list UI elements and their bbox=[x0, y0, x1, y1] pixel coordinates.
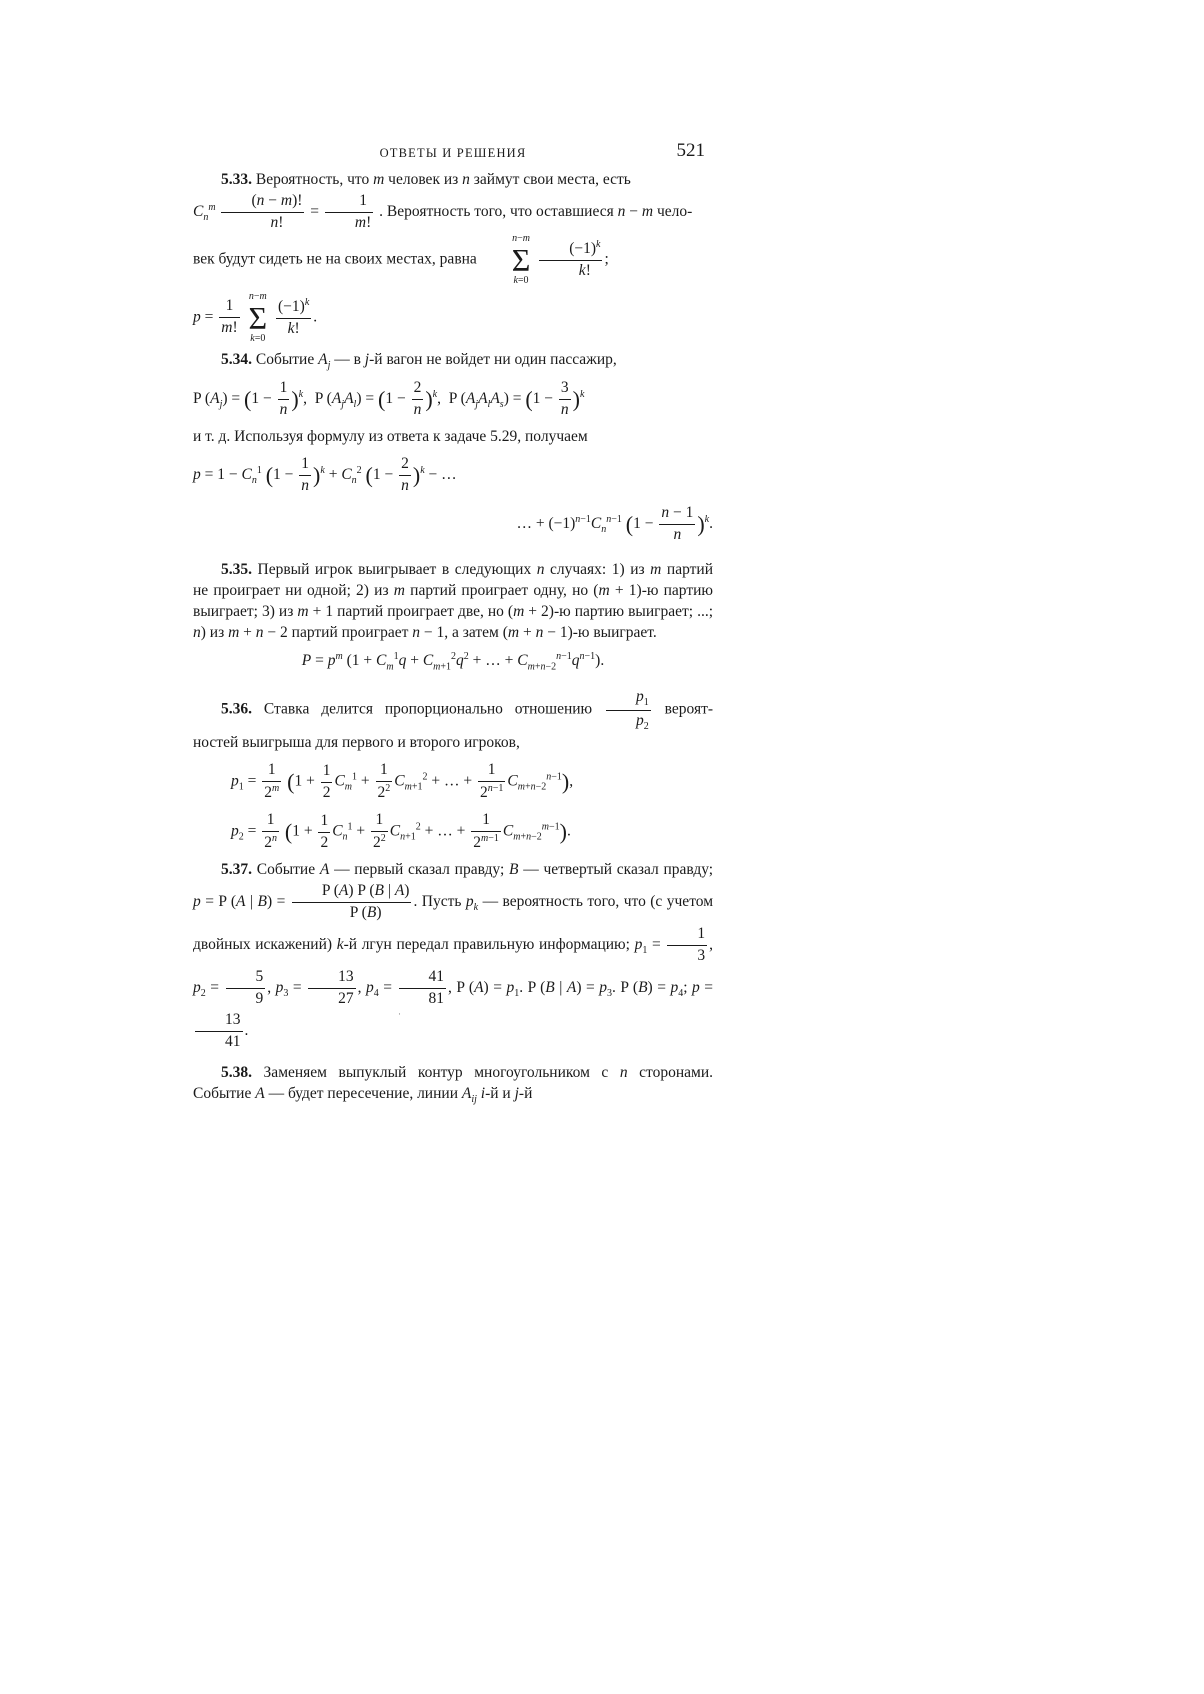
formula-P-5-35: $P = p^m$ ($1 + C_m^1q + C_{m+1}^2q^2$ + … + $C_{m+n-2}^{n-1}q^{n-1}$). bbox=[301, 650, 605, 672]
formula-p2: $p_2$ = $\frac{1}{2^n}$ (1 + $\frac{1}{2}$ $C_n^1$ + $\frac{1}{2^2}$ $C_{n+1}^2$ + … + $\frac{1}{2^{m-1}}$ $C_{m+n-2}^{m-1}$). bbox=[193, 810, 713, 854]
answer-5-34: 5.34. Событие $A_j$ — в j-й вагон не войдет ни один пассажир, bbox=[221, 350, 617, 371]
formula-fraction: $\frac{P (A) P (B | A)}{P (B)}$ bbox=[292, 881, 412, 924]
scan-speck: · bbox=[398, 1009, 401, 1019]
summation-sign: n−m Σ k=0 bbox=[511, 232, 531, 286]
formula-p-5-33: p = $\frac{1}{m!}$ n−m Σ k=0 $\frac{(-1)^k}{k!}$ . bbox=[193, 290, 318, 344]
running-title: ОТВЕТЫ И РЕШЕНИЯ bbox=[379, 146, 527, 160]
formula-fraction: $\frac{p_1}{p_2}$ bbox=[606, 687, 651, 733]
book-page bbox=[193, 138, 713, 1112]
formula-p1: $p_1$ = $\frac{1}{2^m}$ (1 + $\frac{1}{2}$ $C_m^1$ + $\frac{1}{2^2}$ $C_{m+1}^2$ + … + $\frac{1}{2^{n-1}}$ $C_{m+n-2}^{n-1}$), bbox=[193, 760, 713, 804]
page-number: 521 bbox=[676, 140, 705, 161]
answer-number: 5.33. bbox=[221, 171, 252, 188]
formula-inclusion-exclusion: $p = 1 - C_n^1$ (1 − $\frac{1}{n}$ )$^k + C_n^2$ (1 − $\frac{2}{n}$ )$^k$ − … bbox=[193, 454, 713, 497]
formula-fraction: $\frac{(-1)^k}{k!}$ bbox=[539, 238, 602, 282]
answer-number: 5.38. bbox=[221, 1063, 252, 1081]
answer-number: 5.36. bbox=[221, 700, 252, 718]
answer-number: 5.35. bbox=[221, 560, 252, 578]
formula-p-aj: P $(A_j) = (1$ − $\frac{1}{n}$ )$^k$, P $(A_jA_l) = (1$ − $\frac{2}{n}$ )$^k$, P $(A_jA_lA_s) = (1$ − $\frac{3}{n}$ )$^k$ bbox=[193, 378, 713, 421]
answer-number: 5.37. bbox=[221, 861, 252, 879]
page-header bbox=[193, 138, 713, 164]
answer-5-33: 5.33. Вероятность, что m человек из n займут свои места, есть $C_n^m$ $\frac{(n - m)!}{n!}$ = $\frac{1}{m!}$ . Вероятность того, что оставшиеся n − m чело- век будут сидеть не на своих местах, равна n−m Σ k=0 $\frac{(-1)^k}{k!}$ ; bbox=[193, 171, 693, 286]
formula-fraction: $\frac{1}{m!}$ bbox=[325, 191, 373, 234]
formula-inclusion-exclusion-end: … + $(-1)^{n-1}C_n^{n-1}$ (1 − $\frac{n - 1}{n}$ )$^k$. bbox=[193, 503, 713, 546]
answer-5-38: 5.38. Заменяем выпуклый контур многоугольником с n сторонами. Событие A — будет пересечение, линии $A_{ij}$ i-й и j-й bbox=[193, 1063, 714, 1105]
answer-5-34-cont: и т. д. Используя формулу из ответа к задаче 5.29, получаем bbox=[193, 428, 588, 446]
answer-5-36: 5.36. Ставка делится пропорционально отношению $\frac{p_1}{p_2}$ вероят- ностей выигрыша для первого и второго игроков, bbox=[193, 688, 714, 752]
formula-fraction: $\frac{(n - m)!}{n!}$ bbox=[221, 191, 304, 234]
answer-5-35: 5.35. Первый игрок выигрывает в следующих n случаях: 1) из m партий не проиграет ни одной; 2) из m партий проиграет одну, но (m + 1)-ю партию выиграет; 3) из m + 1 партий проиграет две, но (m + 2)-ю партию выиграет; ...; n) из m + n − 2 партий проиграет n − 1, а затем (m + n − 1)-ю выиграет. bbox=[193, 560, 714, 641]
answer-5-37: 5.37. Событие A — первый сказал правду; B — четвертый сказал правду; p = P (A | B) = $\frac{P (A) P (B | A)}{P (B)}$ . Пусть $p_k$ — вероятность того, что (с учетом двойных искажений) k-й лгун передал правильную информацию; $p_1$ = $\frac{1}{3}$ , $p_2$ = $\frac{5}{9}$ , $p_3$ = $\frac{13}{27}$ , $p_4$ = $\frac{41}{81}$ , P $(A) = p_1$. P (B | $A) = p_3$. P $(B) = p_4$; p = $\frac{13}{41}$ . bbox=[193, 860, 713, 1052]
answer-number: 5.34. bbox=[221, 350, 252, 368]
